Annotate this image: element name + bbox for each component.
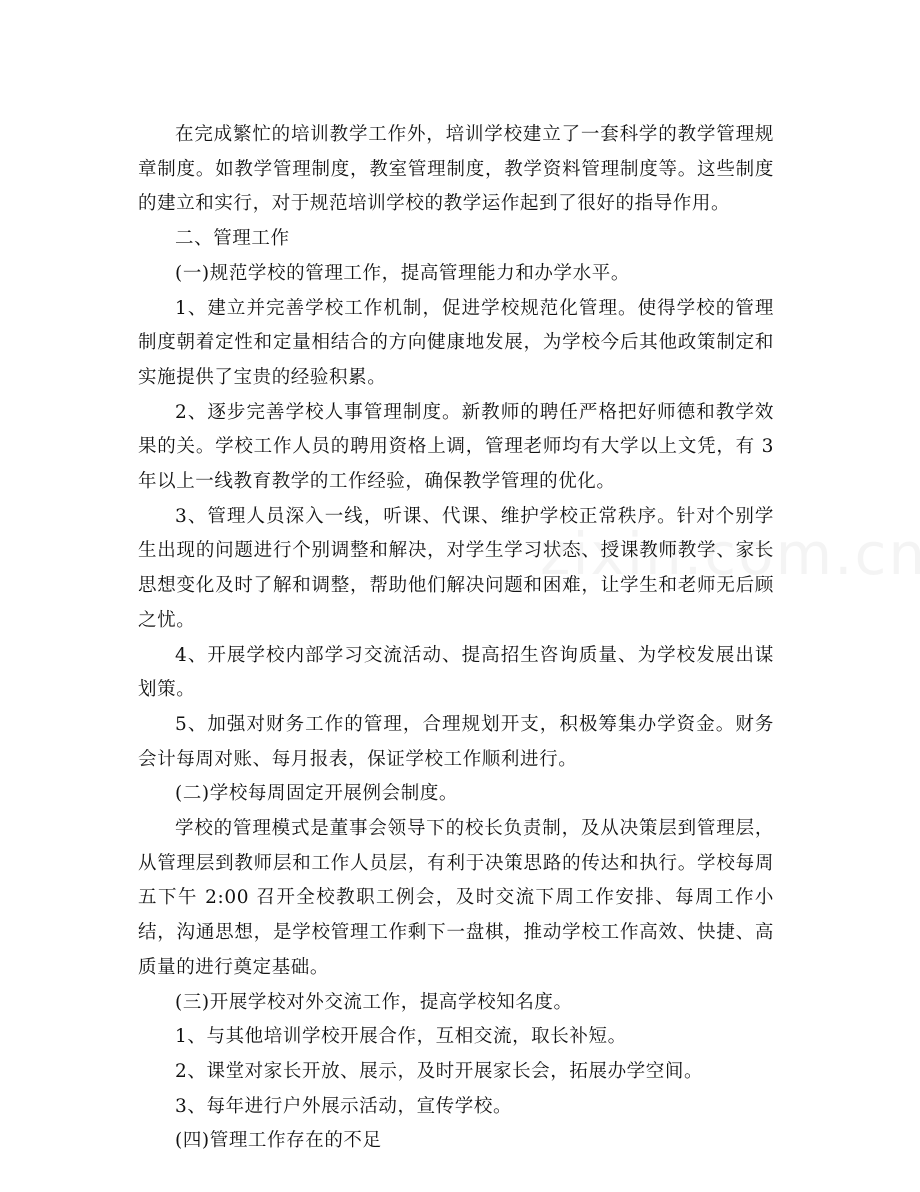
paragraph: 3、管理人员深入一线，听课、代课、维护学校正常秩序。针对个别学生出现的问题进行个别调整和解决，对学生学习状态、授课教师教学、家长思想变化及时了解和调整，帮助他们解决问题和困难，让学生和老师无后顾之忧。: [138, 505, 774, 631]
paragraph: 3、每年进行户外展示活动，宣传学校。: [175, 1095, 513, 1117]
paragraph: 2、逐步完善学校人事管理制度。新教师的聘任严格把好师德和教学效果的关。学校工作人员的聘用资格上调，管理老师均有大学以上文凭，有 3 年以上一线教育教学的工作经验，确保教学管理的优化。: [138, 401, 774, 493]
subsection-heading: (三)开展学校对外交流工作，提高学校知名度。: [175, 991, 573, 1013]
paragraph: 1、与其他培训学校开展合作，互相交流，取长补短。: [175, 1026, 627, 1048]
paragraph: 4、开展学校内部学习交流活动、提高招生咨询质量、为学校发展出谋划策。: [138, 644, 774, 701]
subsection-heading: (四)管理工作存在的不足: [175, 1130, 382, 1152]
subsection-heading: (一)规范学校的管理工作，提高管理能力和办学水平。: [175, 262, 630, 284]
section-heading: 二、管理工作: [175, 228, 290, 250]
paragraph: 2、课堂对家长开放、展示，及时开展家长会，拓展办学空间。: [175, 1060, 704, 1082]
paragraph: 在完成繁忙的培训教学工作外，培训学校建立了一套科学的教学管理规章制度。如教学管理制度，教室管理制度，教学资料管理制度等。这些制度的建立和实行，对于规范培训学校的教学运作起到了很好的指导作用。: [138, 124, 774, 215]
paragraph: 1、建立并完善学校工作机制，促进学校规范化管理。使得学校的管理制度朝着定性和定量相结合的方向健康地发展，为学校今后其他政策制定和实施提供了宝贵的经验积累。: [138, 297, 774, 388]
document-body: [138, 118, 774, 1159]
subsection-heading: (二)学校每周固定开展例会制度。: [175, 783, 459, 805]
paragraph: 学校的管理模式是董事会领导下的校长负责制，及从决策层到管理层，从管理层到教师层和工作人员层，有利于决策思路的传达和执行。学校每周五下午 2:00 召开全校教职工例会，及时交流下周工作安排、每周工作小结，沟通思想，是学校管理工作剩下一盘棋，推动学校工作高效、快捷、高质量的进行奠定基础。: [138, 818, 774, 978]
paragraph: 5、加强对财务工作的管理，合理规划开支，积极筹集办学资金。财务会计每周对账、每月报表，保证学校工作顺利进行。: [138, 713, 774, 770]
